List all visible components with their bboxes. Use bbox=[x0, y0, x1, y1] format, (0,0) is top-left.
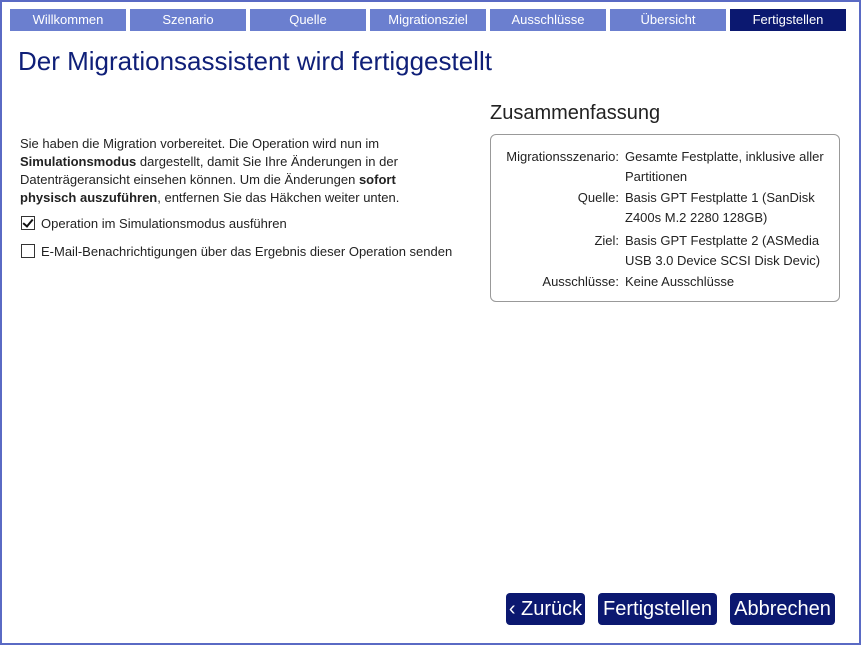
step-uebersicht[interactable]: Übersicht bbox=[610, 9, 726, 31]
summary-label: Migrationsszenario: bbox=[506, 149, 619, 164]
description-bold-simulation: Simulationsmodus bbox=[20, 154, 137, 169]
back-button[interactable]: ‹ Zurück bbox=[506, 593, 585, 625]
summary-label: Ausschlüsse: bbox=[542, 274, 619, 289]
summary-label: Ziel: bbox=[594, 233, 619, 248]
description-part-1: Sie haben die Migration vorbereitet. Die Operation wird nun im bbox=[20, 136, 380, 151]
summary-value: Basis GPT Festplatte 1 (SanDisk Z400s M.2 2280 128GB) bbox=[625, 190, 815, 225]
wizard-steps bbox=[10, 9, 848, 31]
checkmark-icon bbox=[22, 216, 33, 228]
summary-panel bbox=[490, 134, 840, 302]
email-checkbox[interactable] bbox=[21, 244, 35, 258]
summary-value: Gesamte Festplatte, inklusive aller Partitionen bbox=[625, 149, 824, 184]
simulation-checkbox[interactable] bbox=[21, 216, 35, 230]
step-migrationsziel[interactable]: Migrationsziel bbox=[370, 9, 486, 31]
summary-label: Quelle: bbox=[577, 190, 619, 205]
description-part-3: , entfernen Sie das Häkchen weiter unten. bbox=[157, 190, 400, 205]
finish-button[interactable]: Fertigstellen bbox=[598, 593, 717, 625]
step-ausschluesse[interactable]: Ausschlüsse bbox=[490, 9, 606, 31]
step-szenario[interactable]: Szenario bbox=[130, 9, 246, 31]
simulation-option[interactable] bbox=[21, 213, 287, 233]
summary-value: Keine Ausschlüsse bbox=[625, 274, 735, 289]
step-quelle[interactable]: Quelle bbox=[250, 9, 366, 31]
step-willkommen[interactable]: Willkommen bbox=[10, 9, 126, 31]
email-option-label: E-Mail-Benachrichtigungen über das Ergebnis dieser Operation senden bbox=[41, 243, 453, 259]
description-bold-physical: sofort physisch auszuführen bbox=[20, 172, 396, 205]
step-fertigstellen[interactable]: Fertigstellen bbox=[730, 9, 846, 31]
description-text bbox=[20, 135, 420, 207]
summary-title: Zusammenfassung bbox=[490, 102, 661, 124]
page-title: Der Migrationsassistent wird fertiggestellt bbox=[18, 46, 492, 76]
email-option[interactable] bbox=[21, 241, 452, 261]
simulation-option-label: Operation im Simulationsmodus ausführen bbox=[41, 215, 287, 231]
cancel-button[interactable]: Abbrechen bbox=[730, 593, 835, 625]
description-part-2: dargestellt, damit Sie Ihre Änderungen in der Datenträgeransicht einsehen können. Um die Änderungen bbox=[20, 154, 398, 187]
summary-value: Basis GPT Festplatte 2 (ASMedia USB 3.0 Device SCSI Disk Devic) bbox=[625, 233, 821, 268]
